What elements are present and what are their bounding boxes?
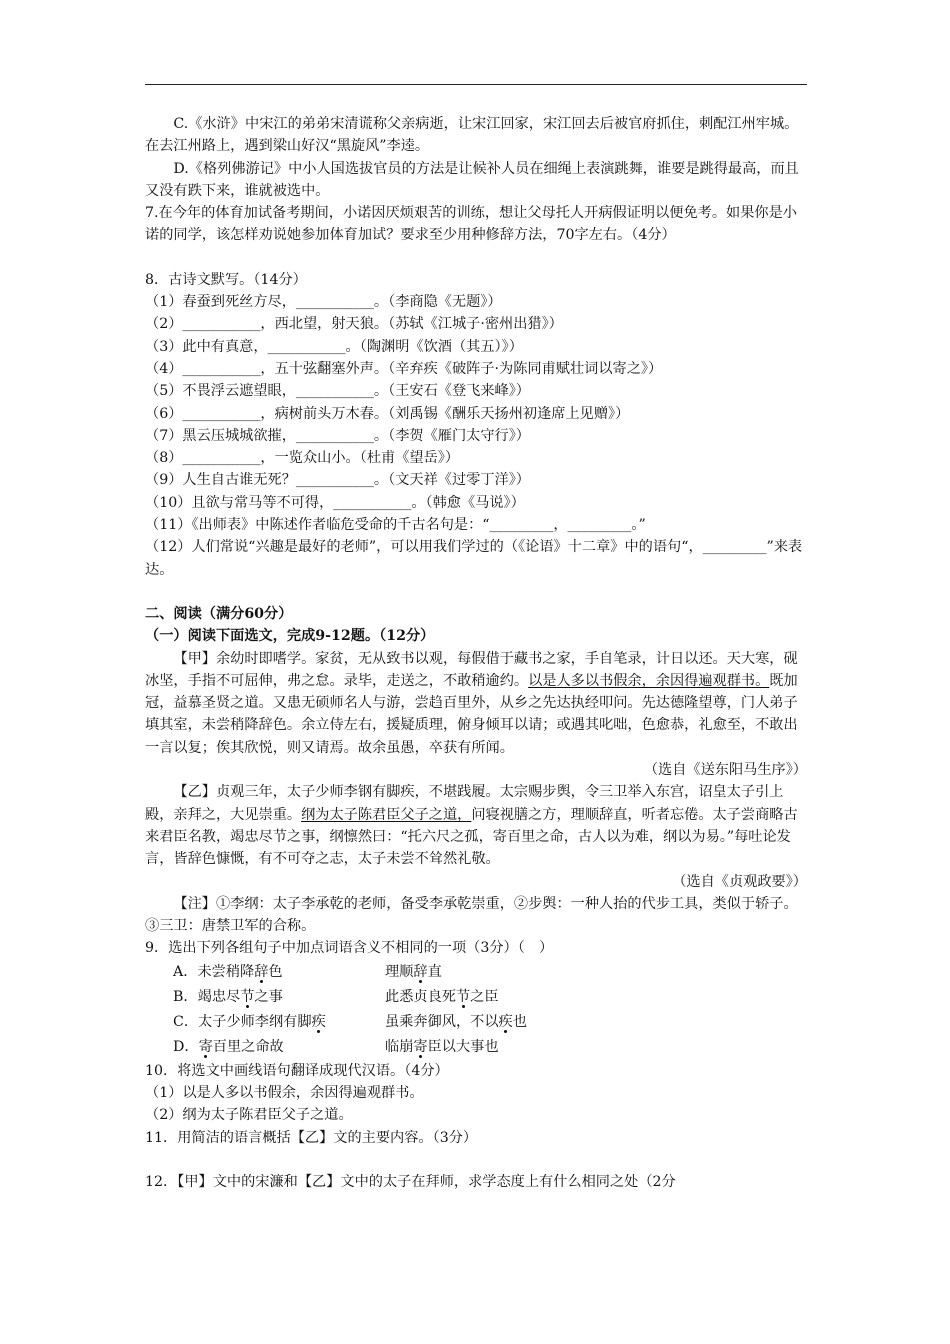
passage-note: 【注】①李纲：太子李承乾的老师，备受李承乾崇重，②步舆：一种人抬的代步工具，类似于轿子。③三卫：唐禁卫军的合称。 xyxy=(145,895,798,935)
q8-item: （2）___________，西北望，射天狼。（苏轼《江城子·密州出猎》） xyxy=(145,316,563,333)
question-10-title: 10．将选文中画线语句翻译成现代汉语。（4分） xyxy=(145,1062,449,1079)
q8-item: （6）___________，病树前头万木春。（刘禹锡《酬乐天扬州初逢席上见赠》） xyxy=(145,405,630,422)
section-2-subtitle: （一）阅读下面选文，完成9-12题。（12分） xyxy=(145,628,435,645)
dotted-word: 节 xyxy=(455,988,471,1005)
q8-item: （5）不畏浮云遮望眼，___________。（王安石《登飞来峰》） xyxy=(145,383,530,400)
dotted-word: 辞 xyxy=(254,963,269,980)
q6-option-d: D.《格列佛游记》中小人国选拔官员的方法是让候补人员在细绳上表演跳舞，谁要是跳得最高，而且又没有跌下来，谁就被选中。 xyxy=(145,160,799,199)
q8-item: （11）《出师表》中陈述作者临危受命的千古名句是：“_________，_________。” xyxy=(145,517,646,534)
question-11: 11．用简洁的语言概括【乙】文的主要内容。（3分） xyxy=(145,1129,478,1146)
dotted-word: 节 xyxy=(240,988,255,1005)
question-8-title: 8．古诗文默写。（14分） xyxy=(145,271,307,288)
q8-item: （12）人们常说“兴趣是最好的老师”，可以用我们学过的（《论语》十二章》中的语句“，_________”来表达。 xyxy=(145,539,803,578)
q8-item: （1）春蚕到死丝方尽，___________。（李商隐《无题》） xyxy=(145,294,502,311)
q8-item: （8）___________，一览众山小。（杜甫《望岳》） xyxy=(145,450,460,467)
q8-item: （7）黑云压城城欲摧，___________。（李贺《雁门太守行》） xyxy=(145,427,530,444)
q8-item: （10）且欲与常马等不可得，___________。（韩愈《马说》） xyxy=(145,494,525,511)
dotted-word: 疾 xyxy=(498,1013,513,1030)
dotted-word: 疾 xyxy=(311,1013,326,1030)
dotted-word: 寄 xyxy=(198,1038,213,1055)
q6-option-c: C.《水浒》中宋江的弟弟宋清谎称父亲病逝，让宋江回家，宋江回去后被官府抓住，刺配江州牢城。在去江州路上，遇到梁山好汉“黑旋风”李逵。 xyxy=(145,116,799,155)
passage-yi: 【乙】贞观三年，太子少师李钢有脚疾，不堪践履。太宗赐步舆，令三卫举入东宫，诏皇太子引上殿，亲拜之，大见崇重。纲为太子陈君臣父子之道，问寝视膳之方，理顺辞直，听者忘倦。太子尝商略古来君臣名教，竭忠尽节之事，纲懔然曰：“托六尺之孤，寄百里之命，古人以为难，纲以为易。”每吐论发言，皆辞色慷慨，有不可夺之志，太子未尝不耸然礼敬。 xyxy=(145,784,798,868)
dotted-word: 寄 xyxy=(413,1038,428,1055)
question-9-title: 9．选出下列各组句子中加点词语含义不相同的一项（3分）（ ） xyxy=(145,940,554,957)
q8-item: （3）此中有真意，___________。（陶渊明《饮酒（其五）》） xyxy=(145,338,523,355)
q8-item: （4）___________，五十弦翻塞外声。（辛弃疾《破阵子·为陈同甫赋壮词以寄之》） xyxy=(145,360,663,377)
dotted-word: 辞 xyxy=(413,963,428,980)
question-7: 7.在今年的体育加试备考期间，小诺因厌烦艰苦的训练，想让父母托人开病假证明以便免考。如果你是小诺的同学，该怎样劝说她参加体育加试？要求至少用种修辞方法，70字左右。（4分） xyxy=(145,205,797,244)
passage-jia: 【甲】余幼时即嗜学。家贫，无从致书以观，每假借于藏书之家，手自笔录，计日以还。天大寒，砚冰坚，手指不可屈伸，弗之怠。录毕，走送之，不敢稍逾约。以是人多以书假余，余因得遍观群书。既加冠，益慕圣贤之道。又患无硕师名人与游，尝趋百里外，从乡之先达执经叩问。先达德隆望尊，门人弟子填其室，未尝稍降辞色。余立侍左右，援疑质理，俯身倾耳以请；或遇其叱咄，色愈恭，礼愈至，不敢出一言以复；俟其欣悦，则又请焉。故余虽愚，卒获有所闻。 xyxy=(145,650,798,756)
header-rule xyxy=(145,84,807,85)
document-body xyxy=(145,113,807,1193)
q8-item: （9）人生自古谁无死？___________。（文天祥《过零丁洋》） xyxy=(145,472,530,489)
q9-option-d: D．寄百里之命故 临崩寄臣以大事也 xyxy=(173,1038,499,1055)
passage-yi-source: （选自《贞观政要》） xyxy=(672,873,807,890)
q10-sentence-2: （2）纲为太子陈君臣父子之道。 xyxy=(145,1107,353,1124)
q9-option-b: B．竭忠尽节之事 此悉贞良死节之臣 xyxy=(173,988,499,1005)
passage-jia-source: （选自《送东阳马生序》） xyxy=(643,762,807,779)
q9-option-a: A．未尝稍降辞色 理顺辞直 xyxy=(173,963,442,980)
question-12: 12．【甲】文中的宋濂和【乙】文中的太子在拜师，求学态度上有什么相同之处（2分 xyxy=(145,1173,676,1190)
q9-option-c: C．太子少师李纲有脚疾 虽乘奔御风，不以疾也 xyxy=(173,1013,527,1030)
underlined-sentence-1: 以是人多以书假余，余因得遍观群书。 xyxy=(528,672,770,689)
question-8-items xyxy=(145,291,807,581)
question-9-options xyxy=(145,960,807,1060)
section-2-title: 二、阅读（满分60分） xyxy=(145,605,293,622)
q10-sentence-1: （1）以是人多以书假余，余因得遍观群书。 xyxy=(145,1084,424,1101)
underlined-sentence-2: 纲为太子陈君臣父子之道， xyxy=(301,806,472,823)
